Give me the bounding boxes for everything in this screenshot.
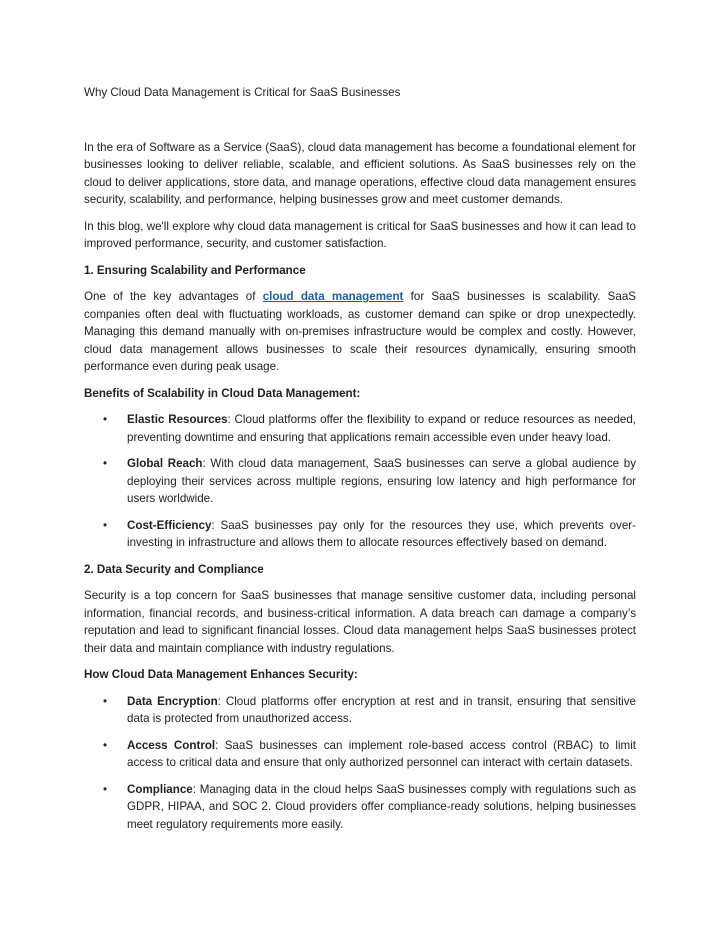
list-item bbox=[84, 737, 636, 772]
list-item bbox=[84, 517, 636, 552]
bullet-term: Elastic Resources bbox=[127, 413, 228, 426]
bullet-text: : Cloud platforms offer encryption at rest and in transit, ensuring that sensitive data is protected from unauthorized access. bbox=[127, 694, 636, 725]
bullet-text: : Managing data in the cloud helps SaaS businesses comply with regulations such as GDPR, HIPAA, and SOC 2. Cloud providers offer compliance-ready solutions, helping businesses meet regulatory requirements more easily. bbox=[127, 782, 636, 831]
list-item bbox=[84, 693, 636, 728]
intro-paragraph-2: In this blog, we'll explore why cloud data management is critical for SaaS businesses and how it can lead to improved performance, security, and customer satisfaction. bbox=[84, 219, 636, 250]
list-item bbox=[84, 781, 636, 834]
bullet-term: Data Encryption bbox=[127, 694, 218, 708]
bullet-term: Global Reach bbox=[127, 457, 203, 470]
list-item bbox=[84, 411, 636, 446]
section2-paragraph: Security is a top concern for SaaS businesses that manage sensitive customer data, including personal information, financial records, and business-critical information. A data breach can damage a company’s reputation and lead to significant financial losses. Cloud data management helps SaaS businesses protect their data and maintain compliance with industry regulations. bbox=[84, 589, 636, 655]
bullet-icon: • bbox=[103, 694, 108, 708]
section2-bullet-list bbox=[84, 693, 636, 834]
document-body bbox=[84, 84, 636, 842]
list-item bbox=[84, 455, 636, 508]
bullet-icon: • bbox=[103, 738, 108, 752]
intro-paragraph-1: In the era of Software as a Service (SaaS), cloud data management has become a foundational element for businesses looking to deliver reliable, scalable, and efficient solutions. As SaaS businesses rely on the cloud to deliver applications, store data, and manage operations, effective cloud data management ensures security, scalability, and performance, helping businesses grow and meet customer demands. bbox=[84, 140, 636, 206]
bullet-icon: • bbox=[103, 413, 108, 426]
bullet-icon: • bbox=[103, 518, 108, 532]
section2-heading: 2. Data Security and Compliance bbox=[84, 562, 264, 576]
section1-bullet-list bbox=[84, 411, 636, 552]
cloud-data-management-link[interactable]: cloud data management bbox=[262, 290, 404, 303]
bullet-text: : With cloud data management, SaaS businesses can serve a global audience by deploying their services across multiple regions, ensuring low latency and high performance for users worldwide. bbox=[127, 457, 637, 505]
bullet-icon: • bbox=[103, 782, 108, 796]
section1-text-after-link: for SaaS businesses is scalability. SaaS companies often deal with fluctuating workloads, as customer demand can spike or drop unexpectedly. Managing this demand manually with on-premises infrastructure would be complex and costly. However, cloud data management allows businesses to scale their resources dynamically, ensuring smooth performance even during peak usage. bbox=[84, 290, 637, 373]
section1-text-before-link: One of the key advantages of bbox=[84, 290, 263, 303]
bullet-term: Compliance bbox=[127, 782, 193, 796]
bullet-text: : Cloud platforms offer the flexibility to expand or reduce resources as needed, preventing downtime and ensuring that applications remain accessible even under heavy load. bbox=[127, 413, 637, 444]
bullet-text: : SaaS businesses can implement role-based access control (RBAC) to limit access to critical data and ensure that only authorized personnel can interact with certain datasets. bbox=[127, 738, 637, 769]
bullet-term: Access Control bbox=[127, 738, 216, 752]
page-title: Why Cloud Data Management is Critical for SaaS Businesses bbox=[84, 86, 401, 99]
section1-subheading: Benefits of Scalability in Cloud Data Management: bbox=[84, 386, 361, 400]
bullet-icon: • bbox=[103, 457, 108, 470]
section1-heading: 1. Ensuring Scalability and Performance bbox=[84, 263, 306, 277]
section1-paragraph bbox=[84, 288, 636, 376]
bullet-term: Cost-Efficiency bbox=[127, 518, 212, 532]
section2-subheading: How Cloud Data Management Enhances Security: bbox=[84, 668, 358, 681]
bullet-text: : SaaS businesses pay only for the resources they use, which prevents over-investing in infrastructure and allows them to allocate resources effectively based on demand. bbox=[127, 518, 636, 549]
